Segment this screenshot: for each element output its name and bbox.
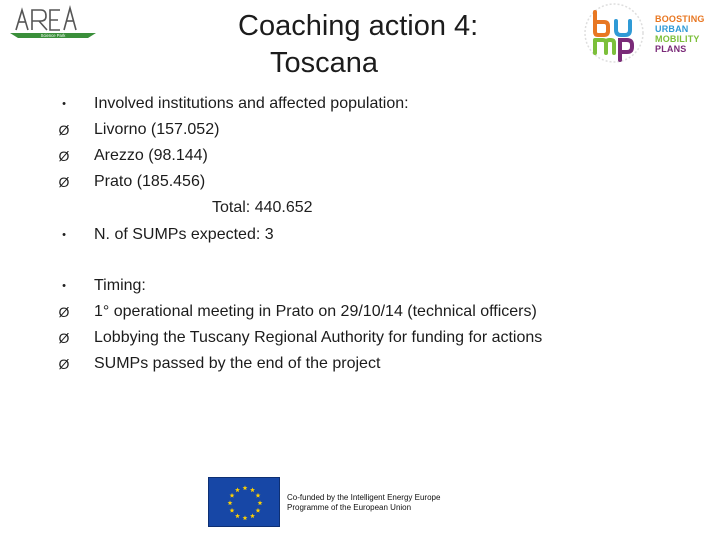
bump-wordmark — [655, 14, 719, 54]
eu-star — [256, 493, 261, 498]
population-total: Total: 440.652 — [212, 199, 313, 216]
eu-star — [235, 513, 240, 518]
list-item — [0, 223, 720, 247]
eu-notice-line-1: Co-funded by the Intelligent Energy Europe — [287, 493, 441, 502]
list-item — [0, 92, 720, 116]
bullet-marker: • — [62, 280, 66, 292]
list-item — [0, 144, 720, 168]
list-item-text: Timing: — [94, 277, 146, 294]
bump-line-boosting: BOOSTING — [655, 14, 705, 24]
eu-star — [250, 487, 255, 492]
list-item — [0, 274, 720, 298]
bullet-marker: • — [62, 98, 66, 110]
bump-logo — [575, 2, 720, 64]
list-item — [0, 118, 720, 142]
eu-star — [258, 500, 263, 505]
eu-star — [256, 508, 261, 513]
list-item-text: Arezzo (98.144) — [94, 147, 208, 164]
arrow-bullet-marker: Ø — [58, 356, 70, 372]
eu-star — [243, 485, 248, 490]
list-item-text: 1° operational meeting in Prato on 29/10/14 (technical officers) — [94, 303, 537, 320]
eu-star — [243, 515, 248, 520]
eu-notice-line-2: Programme of the European Union — [287, 503, 412, 512]
total-row — [0, 196, 720, 220]
eu-flag-icon — [208, 477, 280, 527]
list-item-text: Prato (185.456) — [94, 173, 206, 190]
arrow-bullet-marker: Ø — [58, 330, 70, 346]
eu-star — [250, 513, 255, 518]
arrow-bullet-marker: Ø — [58, 174, 70, 190]
list-item-text: Involved institutions and affected population: — [94, 95, 409, 112]
arrow-bullet-marker: Ø — [58, 148, 70, 164]
list-item-text: SUMPs passed by the end of the project — [94, 355, 381, 372]
list-item — [0, 300, 720, 324]
eu-star — [230, 508, 235, 513]
list-item-text: N. of SUMPs expected: 3 — [94, 226, 274, 243]
arrow-bullet-marker: Ø — [58, 122, 70, 138]
eu-cofunding-notice — [287, 493, 487, 513]
list-item — [0, 352, 720, 376]
bullet-marker: • — [62, 229, 66, 241]
list-item-text: Lobbying the Tuscany Regional Authority for funding for actions — [94, 329, 543, 346]
bump-line-urban: URBAN — [655, 24, 689, 34]
arrow-bullet-marker: Ø — [58, 304, 70, 320]
area-science-park-logo — [8, 2, 98, 44]
eu-star — [235, 487, 240, 492]
list-item-text: Livorno (157.052) — [94, 121, 220, 138]
eu-star — [230, 493, 235, 498]
title-line-1: Coaching action 4: — [238, 10, 479, 42]
title-line-2: Toscana — [270, 47, 379, 79]
eu-star — [228, 500, 233, 505]
slide-title — [200, 8, 560, 82]
bump-mark-icon — [581, 2, 647, 64]
bump-line-mobility: MOBILITY — [655, 34, 700, 44]
area-tagline: Science Park — [40, 33, 66, 38]
list-item — [0, 170, 720, 194]
list-item — [0, 326, 720, 350]
bump-line-plans: PLANS — [655, 44, 687, 54]
